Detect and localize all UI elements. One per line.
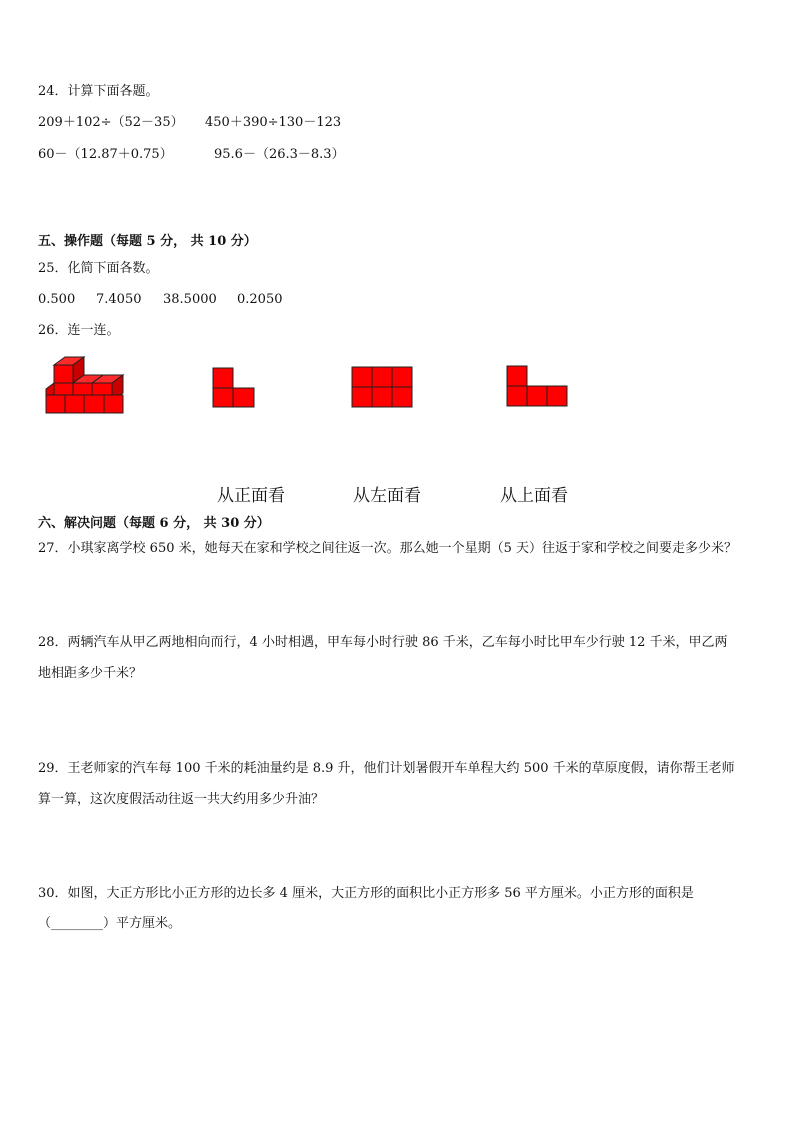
q25-number-1: 0.500 xyxy=(38,292,76,307)
q24-expr-1: 209＋102÷（52－35） xyxy=(38,115,184,130)
view-shape-l-figure xyxy=(212,367,256,409)
q25-title: 25．化简下面各数。 xyxy=(38,261,159,276)
view-shape-long-l-figure xyxy=(506,365,568,407)
view-label-left: 从左面看 xyxy=(353,486,421,506)
q24-expr-4: 95.6－（26.3－8.3） xyxy=(214,147,345,162)
q24-expr-3: 60－（12.87＋0.75） xyxy=(38,147,173,162)
q27-text: 27．小琪家离学校 650 米，她每天在家和学校之间往返一次。那么她一个星期（5 天）往返于家和学校之间要走多少米？ xyxy=(38,541,738,556)
q30-line-2: （________）平方厘米。 xyxy=(38,916,182,931)
view-label-top: 从上面看 xyxy=(500,486,568,506)
section-5-heading: 五、操作题（每题 5 分， 共 10 分） xyxy=(38,234,257,249)
q30-line-1: 30．如图，大正方形比小正方形的边长多 4 厘米，大正方形的面积比小正方形多 56 平方厘米。小正方形的面积是 xyxy=(38,886,694,901)
q25-number-4: 0.2050 xyxy=(237,292,283,307)
q25-number-2: 7.4050 xyxy=(96,292,142,307)
view-shape-2x3-figure xyxy=(351,366,413,408)
q29-line-2: 算一算，这次度假活动往返一共大约用多少升油？ xyxy=(38,792,325,807)
section-6-heading: 六、解决问题（每题 6 分， 共 30 分） xyxy=(38,516,270,531)
cube-stack-3d-figure xyxy=(44,354,128,416)
q24-title: 24．计算下面各题。 xyxy=(38,84,159,99)
q26-title: 26．连一连。 xyxy=(38,323,120,338)
q28-line-2: 地相距多少千米？ xyxy=(38,666,143,681)
q28-line-1: 28．两辆汽车从甲乙两地相向而行，4 小时相遇，甲车每小时行驶 86 千米，乙车每小时比甲车少行驶 12 千米，甲乙两 xyxy=(38,635,728,650)
q24-expr-2: 450＋390÷130－123 xyxy=(205,115,342,130)
q29-line-1: 29．王老师家的汽车每 100 千米的耗油量约是 8.9 升，他们计划暑假开车单程大约 500 千米的草原度假，请你帮王老师 xyxy=(38,761,735,776)
view-label-front: 从正面看 xyxy=(217,486,285,506)
q25-number-3: 38.5000 xyxy=(163,292,217,307)
